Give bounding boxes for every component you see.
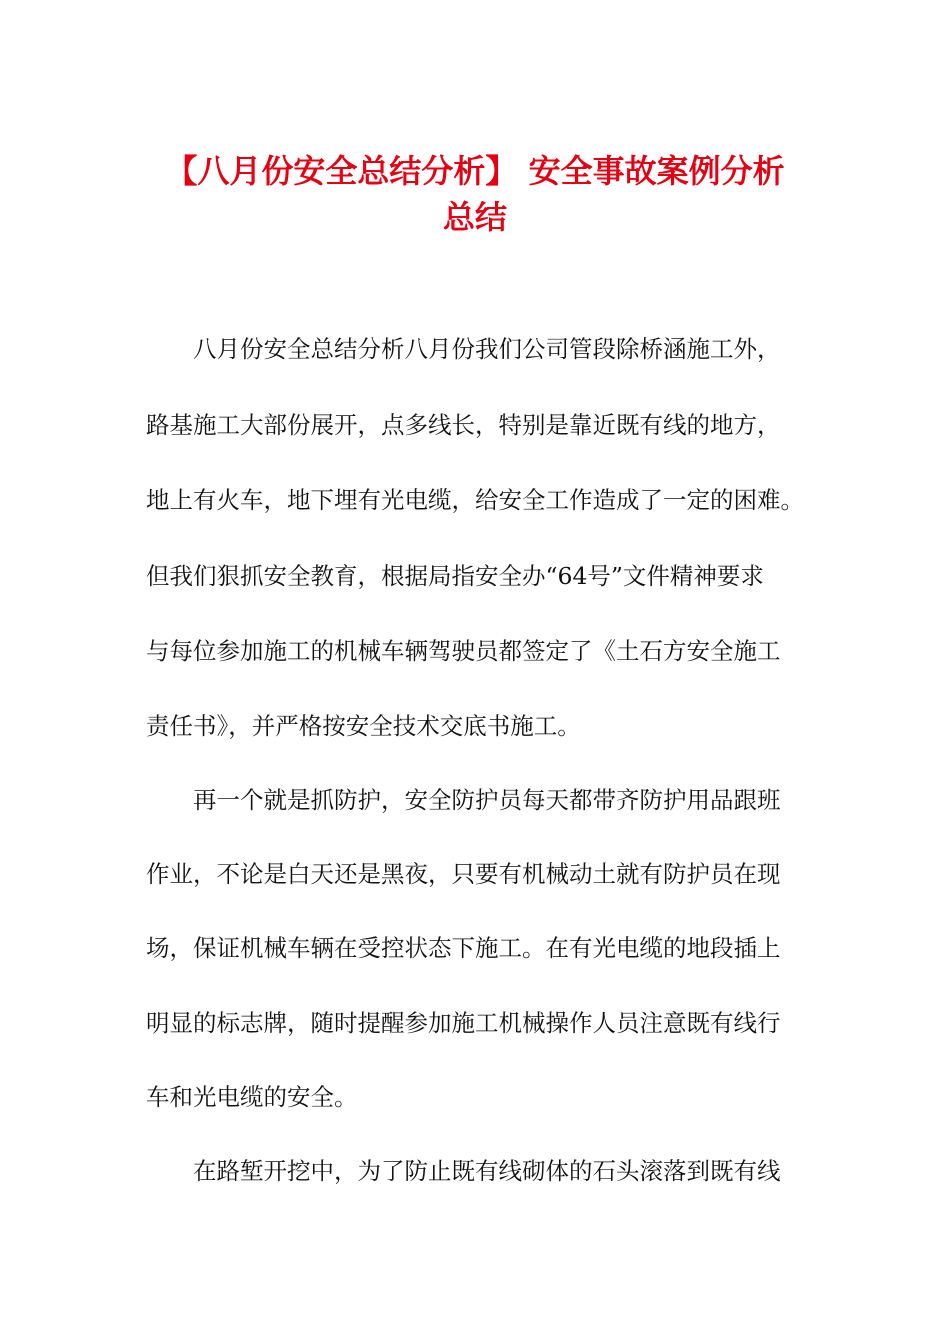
document-title-line-1: 【八月份安全总结分析】 安全事故案例分析 (165, 152, 785, 190)
paragraph-1-line-6: 责任书》，并严格按安全技术交底书施工。 (146, 712, 581, 740)
paragraph-1-line-5: 与每位参加施工的机械车辆驾驶员都签定了《土石方安全施工 (146, 637, 781, 665)
paragraph-1-line-3: 地上有火车，地下埋有光电缆，给安全工作造成了一定的困难。 (146, 486, 804, 514)
paragraph-2-line-5: 车和光电缆的安全。 (146, 1083, 358, 1111)
paragraph-1-line-1: 八月份安全总结分析八月份我们公司管段除桥涵施工外， (193, 335, 781, 363)
paragraph-2-line-4: 明显的标志牌，随时提醒参加施工机械操作人员注意既有线行 (146, 1009, 781, 1037)
paragraph-3-line-1: 在路堑开挖中，为了防止既有线砌体的石头滚落到既有线 (193, 1157, 781, 1185)
paragraph-2-line-2: 作业，不论是白天还是黑夜，只要有机械动土就有防护员在现 (146, 860, 781, 888)
paragraph-1-line-4: 但我们狠抓安全教育，根据局指安全办“64号”文件精神要求 (146, 562, 764, 590)
paragraph-2-line-1: 再一个就是抓防护，安全防护员每天都带齐防护用品跟班 (193, 786, 781, 814)
document-title-line-2: 总结 (442, 198, 507, 236)
paragraph-2-line-3: 场，保证机械车辆在受控状态下施工。在有光电缆的地段插上 (146, 934, 781, 962)
paragraph-1-line-2: 路基施工大部份展开，点多线长，特别是靠近既有线的地方， (146, 411, 781, 439)
